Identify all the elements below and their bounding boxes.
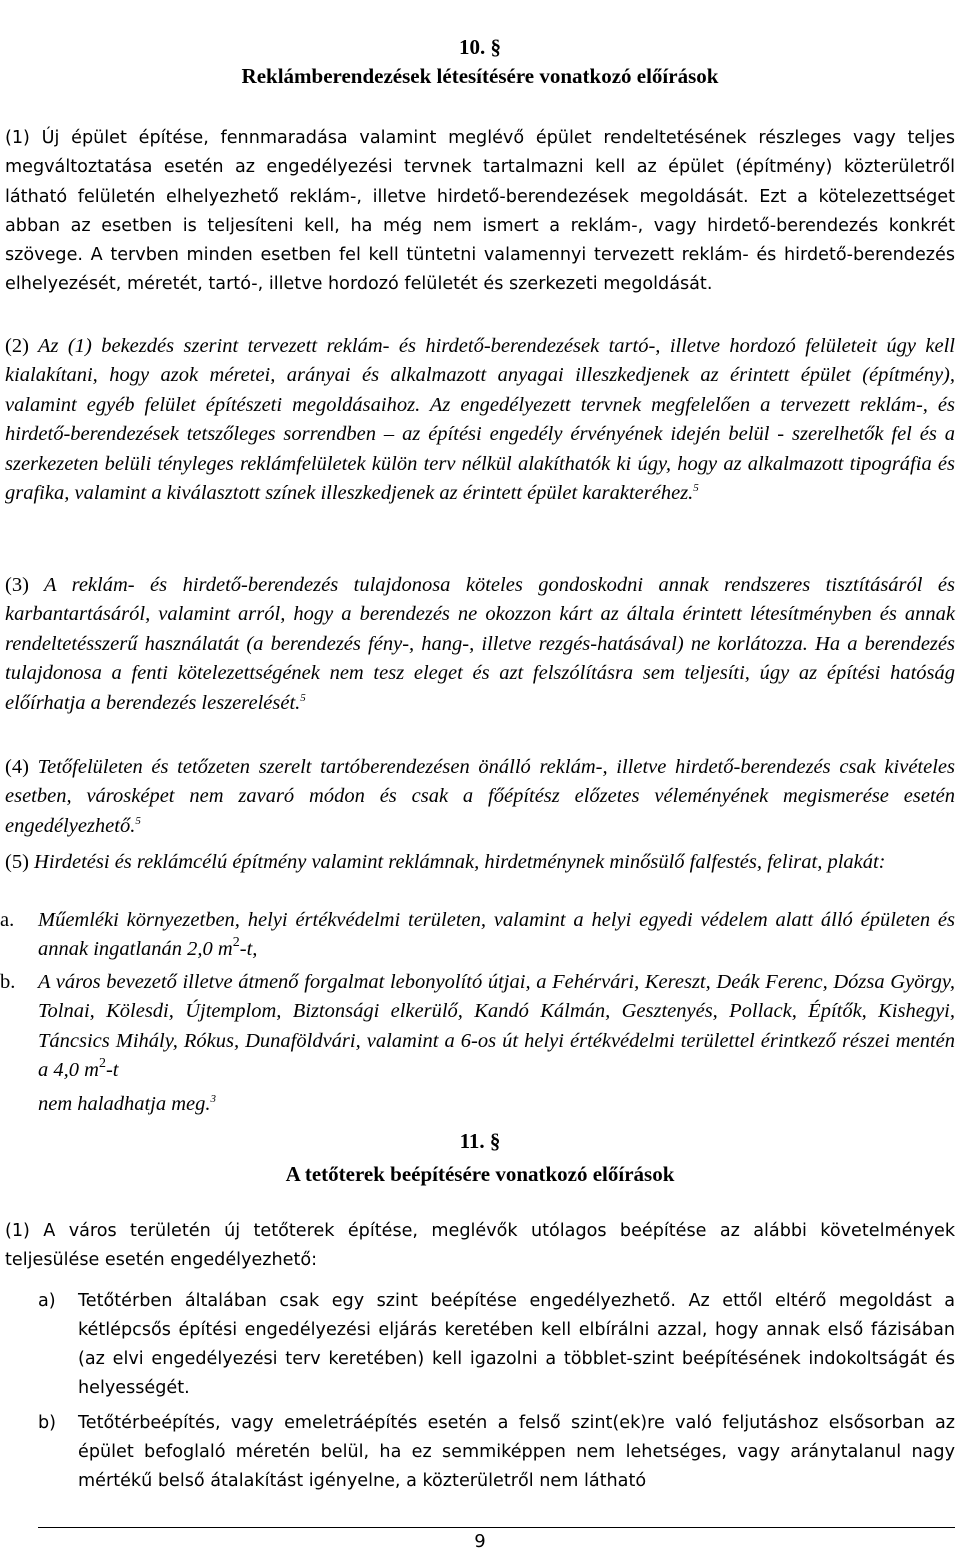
paragraph-tail: [38, 1093, 216, 1116]
list-item-end: -t: [105, 1059, 119, 1082]
paragraph-number: (2): [5, 335, 29, 357]
paragraph-number: (4): [5, 756, 29, 778]
list-letter: a): [38, 1291, 56, 1311]
list-item-text: Tetőtérbeépítés, vagy emeletráépítés esetén a felső szint(ek)re való feljutáshoz elsősorban az épület befoglaló méretén belül, ha ez semmiképpen nem lehetséges, vagy aránytalanul nagy mértékű belső átalakítást igényelne, a közterületről nem látható: [78, 1413, 955, 1491]
exponent: 2: [232, 935, 240, 951]
paragraph-number: (3): [5, 574, 29, 596]
list-letter: a.: [0, 909, 15, 931]
paragraph-text: A város területén új tetőterek építése, meglévők utólagos beépítése az alábbi követelmények teljesülése esetén engedélyezhető:: [5, 1221, 956, 1270]
list-item-text: A város bevezető illetve átmenő forgalmat lebonyolító útjai, a Fehérvári, Kereszt, Deák Ferenc, Dózsa György, Tolnai, Kölesdi, Újtemplom, Biztonsági elkerülő, Kandó Kálmán, Gesztenyés, Pollack, Építők, Kishegyi, Táncsics Mihály, Rókus, Dunaföldvári, valamint a 6-os út helyi értékvédelmi területtel érintkező részei mentén a 4,0 m: [38, 971, 955, 1082]
list-item-text: Műemléki környezetben, helyi értékvédelmi területen, valamint a helyi egyedi védelem alatt álló épületen és annak ingatlanán 2,0 m: [38, 909, 955, 961]
paragraph-10-3: [5, 571, 955, 718]
list-letter: b.: [0, 971, 16, 993]
footnote-ref: 5: [693, 482, 699, 495]
paragraph-text: A reklám- és hirdető-berendezés tulajdonosa köteles gondoskodni annak rendszeres tisztításáról és karbantartásáról, valamint arról, hogy a berendezés ne okozzon kárt az általa érintett létesítményben és annak rendeltetésszerű használatát (a berendezés fény-, hang-, illetve rezgés-hatásával) ne korlátozza. Ha a berendezés tulajdonosa a fenti kötelezettségének nem tesz eleget és azt felszólításra sem teljesíti, úgy az építési hatóság előírhatja a berendezés leszerelését.: [5, 574, 956, 714]
section-11-number: 11. §: [459, 1129, 501, 1153]
paragraph-number: (5): [5, 851, 29, 873]
exponent: 2: [98, 1056, 106, 1072]
section-11-title: A tetőterek beépítésére vonatkozó előírások: [285, 1162, 675, 1186]
list-letter: b): [38, 1413, 57, 1433]
list-item-end: -t,: [239, 938, 258, 961]
paragraph-10-1: [5, 124, 955, 300]
section-10-title: Reklámberendezések létesítésére vonatkozó előírások: [241, 64, 719, 88]
footnote-ref: 3: [210, 1093, 217, 1105]
paragraph-text: Új épület építése, fennmaradása valamint meglévő épület rendeltetésének részleges vagy teljes megváltoztatása esetén az engedélyezési tervnek tartalmazni kell az épület (építmény) közterületről látható felületén elhelyezhető reklám-, illetve hirdető-berendezések megoldását. Ezt a kötelezettséget abban az esetben is teljesíteni kell, ha még nem ismert a reklám-, vagy hirdető-berendezés konkrét szövege. A tervben minden esetben fel kell tüntetni valamennyi tervezett reklám- és hirdető-berendezés elhelyezését, méretét, tartó-, illetve hordozó felületét és szerkezeti megoldását.: [5, 128, 956, 295]
paragraph-11-1: [5, 1217, 955, 1275]
page-number: 9: [474, 1531, 486, 1552]
paragraph-10-4: [5, 753, 955, 841]
list-item-11-b: [38, 1409, 955, 1496]
section-10-number: 10. §: [459, 35, 501, 59]
tail-text: nem haladhatja meg.: [38, 1093, 211, 1115]
list-item-11-a: [38, 1287, 955, 1403]
paragraph-number: (1): [5, 1221, 30, 1241]
paragraph-number: (1): [5, 128, 30, 148]
footer-divider: [38, 1527, 955, 1528]
paragraph-text: Hirdetési és reklámcélú építmény valamint reklámnak, hirdetménynek minősülő falfestés, felirat, plakát:: [34, 851, 886, 873]
paragraph-text: Tetőfelületen és tetőzeten szerelt tartóberendezésen önálló reklám-, illetve hirdető-berendezés csak kivételes esetben, városképet nem zavaró módon és csak a főépítész előzetes véleményének megismerése esetén engedélyezhető.: [5, 756, 955, 837]
paragraph-10-2: [5, 332, 955, 508]
footnote-ref: 5: [135, 814, 141, 827]
list-item-b: [0, 968, 955, 1086]
paragraph-text: Az (1) bekezdés szerint tervezett reklám- és hirdető-berendezések tartó-, illetve hordozó felületeit úgy kell kialakítani, hogy azok méretei, arányai és alkalmazott anyagai illeszkedjenek az érintett épület (építmény), valamint egyéb felület építészeti megoldásaihoz. Az engedélyezett tervnek megfelelően a tervezett reklám-, és hirdető-berendezések tetszőleges sorrendben – az építési engedély érvényének idején belül - szerelhetők fel és a szerkezeten belüli tényleges reklámfelületek külön terv nélkül alakíthatók ki úgy, hogy az alkalmazott tipográfia és grafika, valamint a kiválasztott színek illeszkedjenek az érintett épület karakteréhez.: [5, 335, 955, 505]
footnote-ref: 5: [300, 691, 306, 704]
list-item-text: Tetőtérben általában csak egy szint beépítése engedélyezhető. Az ettől eltérő megoldást a kétlépcsős építési engedélyezési eljárás keretében kell elbírálni azzal, hogy annak első fázisában (az elvi engedélyezési terv keretében) kell igazolni a többlet-szint beépítésének indokoltságát és helyességét.: [78, 1291, 955, 1398]
paragraph-10-5: [5, 848, 955, 877]
list-item-a: [0, 906, 955, 965]
